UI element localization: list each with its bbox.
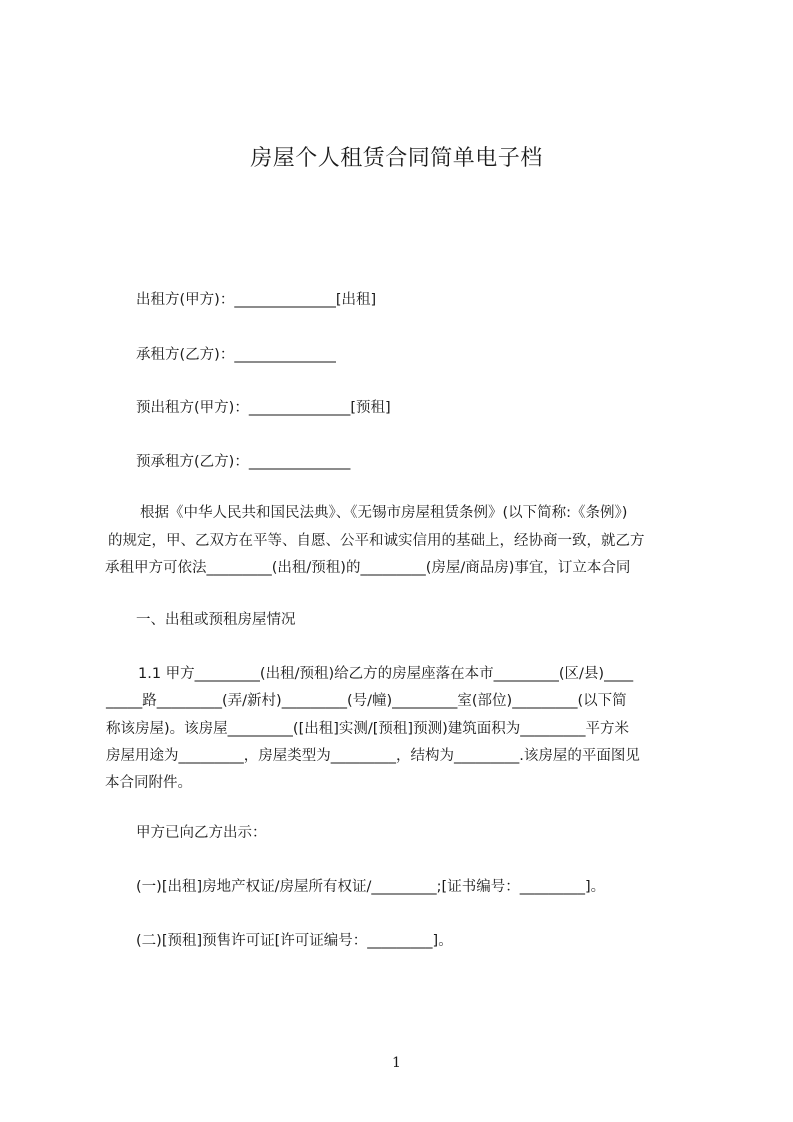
- clause-line: 称该房屋)。该房屋_________([出租]实测/[预租]预测)建筑面积为_________平方米: [106, 721, 629, 737]
- clause-line: _____路_________(弄/新村)_________(号/幢)_________室(部位)_________(以下简: [106, 693, 627, 709]
- party-pre-lessee: 预承租方(乙方)：______________: [136, 454, 351, 470]
- certificate-item: (二)[预租]预售许可证[许可证编号：_________]。: [136, 933, 453, 949]
- party-lessee: 承租方(乙方)：______________: [136, 347, 336, 363]
- shown-intro: 甲方已向乙方出示：: [136, 825, 267, 841]
- party-lessor: 出租方(甲方)：______________[出租]: [136, 292, 377, 308]
- page-number: 1: [392, 1055, 401, 1071]
- document-title: 房屋个人租赁合同简单电子档: [250, 146, 543, 171]
- clause-line: 本合同附件。: [105, 775, 192, 791]
- party-pre-lessor: 预出租方(甲方)：______________[预租]: [136, 400, 391, 416]
- intro-line: 的规定，甲、乙双方在平等、自愿、公平和诚实信用的基础上，经协商一致，就乙方: [108, 533, 645, 549]
- clause-line: 1.1 甲方_________(出租/预租)给乙方的房屋座落在本市_________(区/县)____: [138, 666, 634, 682]
- intro-line: 根据《中华人民共和国民法典》、《无锡市房屋租赁条例》(以下简称:《条例》): [140, 505, 628, 521]
- clause-line: 房屋用途为_________，房屋类型为_________，结构为_________.该房屋的平面图见: [106, 748, 640, 764]
- certificate-item: (一)[出租]房地产权证/房屋所有权证/_________;[证书编号：_________]。: [136, 879, 606, 895]
- intro-line: 承租甲方可依法_________(出租/预租)的_________(房屋/商品房)事宜，订立本合同: [105, 560, 631, 576]
- section-heading: 一、出租或预租房屋情况: [136, 612, 296, 628]
